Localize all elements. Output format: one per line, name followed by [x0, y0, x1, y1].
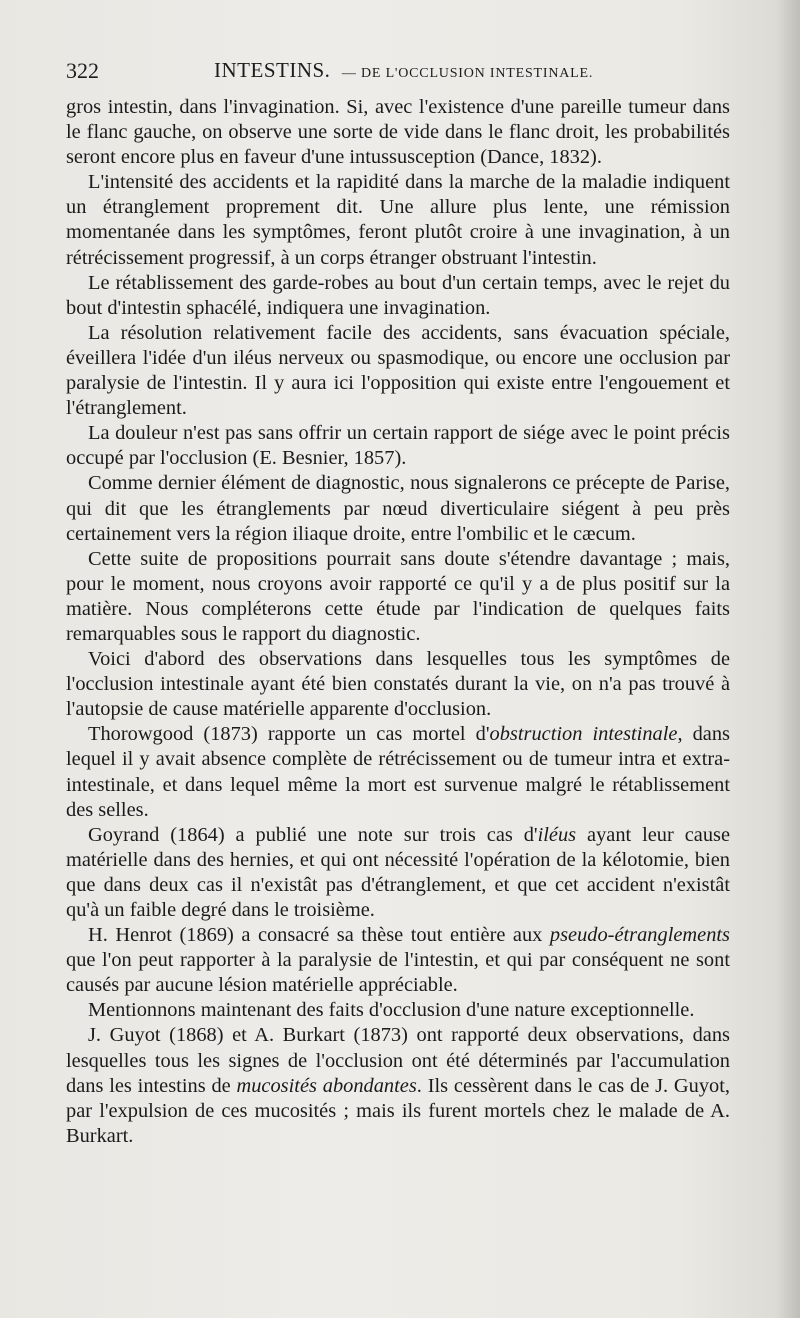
page-header: [66, 58, 730, 88]
paragraph-text: gros intestin, dans l'invagination. Si, avec l'existence d'une pareille tumeur dans le flanc gauche, on observe une sorte de vide dans le flanc droit, les probabilités seront encore plus en faveur d'une intussusception (Dance, 1832).: [66, 96, 730, 169]
paragraph-text: J. Guyot (1868) et A. Burkart (1873) ont rapporté deux observations, dans lesquelles tous les signes de l'occlusion ont été déterminés par l'accumulation dans les intestins de: [66, 1024, 730, 1097]
paragraph: [66, 722, 730, 822]
paragraph: [66, 421, 730, 471]
paragraph: [66, 471, 730, 546]
paragraph-text: L'intensité des accidents et la rapidité dans la marche de la maladie indiquent un étranglement proprement dit. Une allure plus lente, une rémission momentanée dans les symptômes, feront plutôt croire à une invagination, à un rétrécissement progressif, à un corps étranger obstruant l'intestin.: [66, 171, 730, 269]
paragraph-text: La résolution relativement facile des accidents, sans évacuation spéciale, éveillera l'idée d'un iléus nerveux ou spasmodique, ou encore une occlusion par paralysie de l'intestin. Il y aura ici l'opposition qui existe entre l'engouement et l'étranglement.: [66, 321, 730, 420]
paragraph-text: , dans lequel il y avait absence complète de rétrécissement ou de tumeur intra et extra-intestinale, et dans lequel même la mort est survenue malgré le rétablissement des selles.: [66, 723, 730, 821]
page-number: 322: [66, 58, 99, 83]
paragraph-text: Goyrand (1864) a publié une note sur trois cas d': [88, 823, 538, 846]
paragraph-text: ayant leur cause matérielle dans des hernies, et qui ont nécessité l'opération de la kélotomie, bien que dans deux cas il n'existât pas d'étranglement, et que cet accident n'existât qu'à un faible degré dans le troisième.: [66, 823, 730, 921]
paragraph-text: Cette suite de propositions pourrait sans doute s'étendre davantage ; mais, pour le moment, nous croyons avoir rapporté ce qu'il y a de plus positif sur la matière. Nous compléterons cette étude par l'indication de quelques faits remarquables sous le rapport du diagnostic.: [66, 547, 730, 645]
paragraph: [66, 271, 730, 321]
body-text: [66, 95, 730, 1149]
paragraph-text: La douleur n'est pas sans offrir un certain rapport de siége avec le point précis occupé par l'occlusion (E. Besnier, 1857).: [66, 422, 730, 470]
paragraph-text: . Ils cessèrent dans le cas de J. Guyot, par l'expulsion de ces mucosités ; mais ils furent mortels chez le malade de A. Burkart.: [66, 1074, 730, 1147]
italic-text: pseudo-étranglements: [549, 924, 730, 947]
paragraph: [66, 1023, 730, 1148]
paragraph: [66, 923, 730, 998]
paragraph: [66, 823, 730, 923]
running-title: INTESTINS.: [214, 58, 331, 82]
italic-text: iléus: [537, 823, 577, 846]
paragraph-text: Mentionnons maintenant des faits d'occlusion d'une nature exceptionnelle.: [88, 999, 695, 1022]
paragraph: [66, 998, 730, 1023]
italic-text: obstruction intestinale: [489, 723, 678, 746]
paragraph-text: H. Henrot (1869) a consacré sa thèse tout entière aux: [88, 924, 550, 947]
paragraph-text: Voici d'abord des observations dans lesquelles tous les symptômes de l'occlusion intestinale ayant été bien constatés durant la vie, on n'a pas trouvé à l'autopsie de cause matérielle apparente d'occlusion.: [66, 648, 730, 721]
paragraph: [66, 647, 730, 722]
paragraph-text: que l'on peut rapporter à la paralysie de l'intestin, et qui par conséquent ne sont causés par aucune lésion matérielle appréciable.: [66, 949, 730, 997]
paragraph-text: Comme dernier élément de diagnostic, nous signalerons ce précepte de Parise, qui dit que les étranglements par nœud diverticulaire siégent à peu près certainement vers la région iliaque droite, entre l'ombilic et le cæcum.: [66, 472, 730, 545]
running-head: [214, 58, 593, 83]
italic-text: mucosités abondantes: [236, 1074, 417, 1097]
paragraph-text: Le rétablissement des garde-robes au bout d'un certain temps, avec le rejet du bout d'intestin sphacélé, indiquera une invagination.: [66, 271, 730, 319]
paragraph: [66, 547, 730, 647]
running-subtitle: — DE L'OCCLUSION INTESTINALE.: [341, 66, 594, 81]
paragraph: [66, 321, 730, 421]
paragraph: [66, 95, 730, 170]
paragraph: [66, 170, 730, 270]
paragraph-text: Thorowgood (1873) rapporte un cas mortel d': [88, 723, 490, 746]
